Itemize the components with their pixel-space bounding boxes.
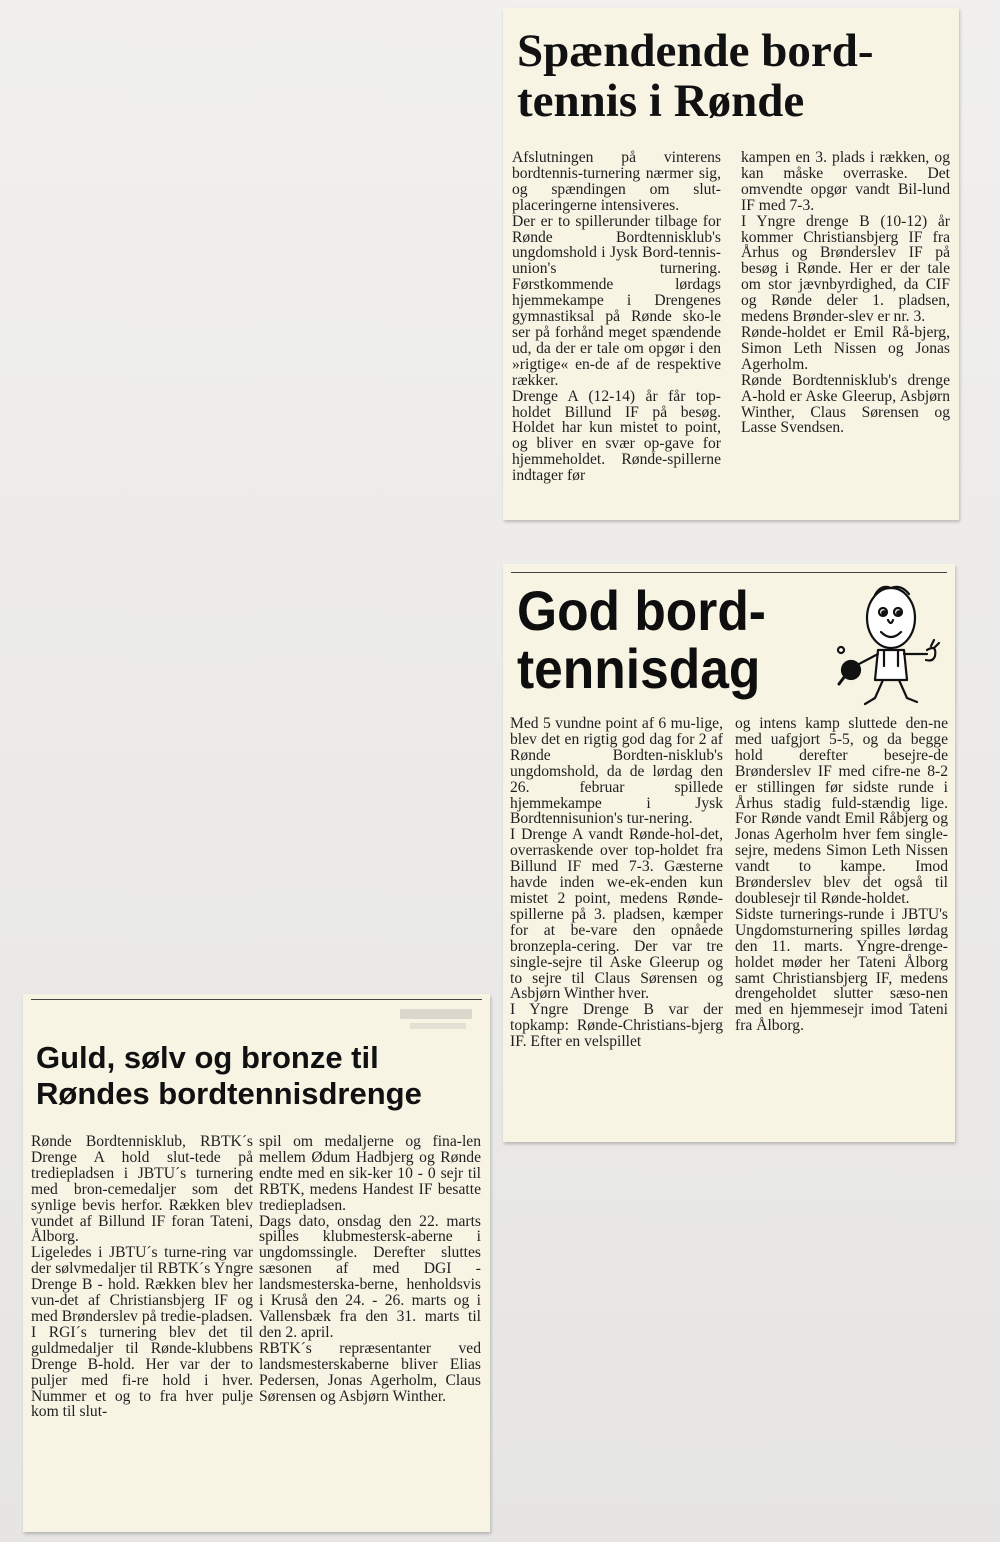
clipping-3-article-body — [31, 1134, 481, 1420]
clipping-1-article-body — [512, 150, 950, 484]
paragraph: Dags dato, onsdag den 22. marts spilles klubmestersk-aberne i ungdomssingle. Derefter sluttes sæsonen af med DGI - landsmesterska-berne, henholdsvis i Kruså den 24. - 26. marts og i Vallensbæk fra den 31. marts til den 2. april. — [259, 1212, 481, 1341]
top-rule — [511, 572, 947, 573]
clipping-god-bordtennisdag — [503, 564, 955, 1142]
clipping-1-column-left — [512, 150, 721, 484]
clipping-2-column-right — [735, 716, 948, 1050]
clipping-2-article-body — [510, 716, 948, 1050]
paragraph: Afslutningen på vinterens bordtennis-turnering nærmer sig, og spændingen om slut-placeringerne intensiveres. — [512, 149, 721, 214]
clipping-2-headline: God bord- tennisdag — [517, 579, 766, 700]
bleed-through-mark — [290, 1005, 480, 1033]
clipping-2-column-left — [510, 716, 723, 1050]
clipping-1-headline: Spændende bord- tennis i Rønde — [517, 25, 874, 127]
paragraph: Drenge A (12-14) år får top-holdet Billund IF på besøg. Holdet har kun mistet to point, og bliver en svær op-gave for hjemmeholdet. Rønde-spillerne indtager før — [512, 387, 721, 485]
paragraph: Sidste turnerings-runde i JBTU's Ungdomsturnering spilles lørdag den 11. marts. Yngre-drenge-holdet møder her Tateni Ålborg samt Christiansbjerg IF, medens drengeholdet slutter sæso-nen med en hjemmesejr imod Tateni fra Ålborg. — [735, 905, 948, 1035]
paragraph: Rønde Bordtennisklub's drenge A-hold er Aske Gleerup, Asbjørn Winther, Claus Sørensen og Lasse Svendsen. — [741, 371, 950, 437]
paragraph: spil om medaljerne og fina-len mellem Ødum Hadbjerg og Rønde endte med en sik-ker 10 - 0 sejr til RBTK, medens Handest IF besatte trediepladsen. — [259, 1133, 481, 1214]
paragraph: og intens kamp sluttede den-ne med uafgjort 5-5, og da begge hold derefter besejre-de Brønderslev IF med cifre-ne 8-2 er stillingen før sidste runde i Århus stadig fuld-stændig lige. For Rønde vandt Emil Råbjerg og Jonas Agerholm hver fem single-sejre, medens Simon Leth Nissen vandt to kampe. Imod Brønderslev blev det også til doublesejr til Rønde-holdet. — [735, 715, 948, 907]
paragraph: I Drenge A vandt Rønde-hol-det, overraskende over top-holdet fra Billund IF med 7-3. Gæsterne havde inden we-ek-enden kun mistet 2 point, medens Rønde-spillerne på 3. pladsen, kæmper for at be-vare den opnåede bronzepla-cering. Der var tre single-sejre til Aske Gleerup og to sejre til Claus Sørensen og Asbjørn Winther hver. — [510, 826, 723, 1003]
clipping-spaendende-bordtennis — [503, 8, 959, 520]
table-tennis-player-icon — [831, 580, 949, 710]
paragraph: I Yngre drenge B (10-12) år kommer Christiansbjerg IF fra Århus og Brønderslev IF på besøg i Rønde. Her er der tale om stor jævnbyrdighed, da CIF og Rønde deler 1. pladsen, medens Brønder-slev er nr. 3. — [741, 212, 950, 326]
clipping-guld-soelv-bronze — [23, 994, 490, 1532]
clipping-3-column-left — [31, 1134, 253, 1420]
clipping-3-column-right — [259, 1134, 481, 1420]
paragraph: RBTK´s repræsentanter ved landsmesterskaberne bliver Elias Pedersen, Jonas Agerholm, Claus Sørensen og Asbjørn Winther. — [259, 1339, 481, 1405]
paragraph: Rønde-holdet er Emil Rå-bjerg, Simon Leth Nissen og Jonas Agerholm. — [741, 323, 950, 373]
paragraph: Ligeledes i JBTU´s turne-ring var der sølvmedaljer til RBTK´s Yngre Drenge B - hold. Rækken blev her vun-det af Christiansbjerg IF og med Brønderslev på tredie-pladsen. — [31, 1244, 253, 1325]
top-rule — [31, 999, 482, 1000]
clipping-1-column-right — [741, 150, 950, 484]
clipping-3-headline: Guld, sølv og bronze til Røndes bordtennisdrenge — [36, 1040, 422, 1111]
paragraph: Med 5 vundne point af 6 mu-lige, blev det en rigtig god dag for 2 af Rønde Bordten-nisklub's ungdomshold, da de lørdag den 26. februar spillede hjemmekampe i Jysk Bordtennisunion's tur-nering. — [510, 715, 723, 828]
paragraph: Der er to spillerunder tilbage for Rønde Bordtennisklub's ungdomshold i Jysk Bord-tennis-union's turnering. Førstkommende lørdags hjemmekampe i Drengenes gymnastiksal på Rønde sko-le ser på forhånd meget spændende ud, da der er tale om opgør i den »rigtige« en-de af de respektive rækker. — [512, 212, 721, 389]
paragraph: kampen en 3. plads i rækken, og kan måske overraske. Det omvendte opgør vandt Bil-lund IF med 7-3. — [741, 149, 950, 214]
paragraph: I RGI´s turnering blev det til guldmedaljer til Rønde-klubbens Drenge B-hold. Her var der to puljer med fi-re hold i hver. Nummer et og to fra hver pulje kom til slut- — [31, 1323, 253, 1421]
paragraph: I Yngre Drenge B var der topkamp: Rønde-Christians-bjerg IF. Efter en velspillet — [510, 1001, 723, 1051]
paragraph: Rønde Bordtennisklub, RBTK´s Drenge A hold slut-tede på trediepladsen i JBTU´s turnering med bron-cemedaljer som det synlige bevis herfor. Rækken blev vundet af Billund IF foran Tateni, Ålborg. — [31, 1133, 253, 1246]
